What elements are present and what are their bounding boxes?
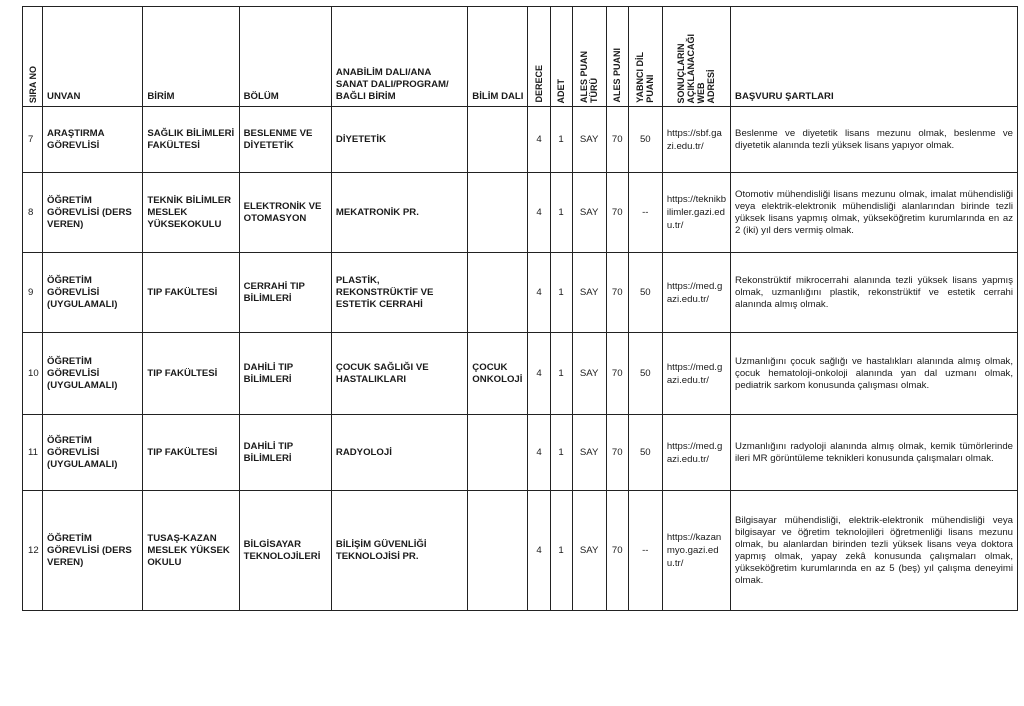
row-adet: 1: [550, 173, 572, 253]
row-web-adresi: https://med.gazi.edu.tr/: [662, 253, 730, 333]
row-bolum: ELEKTRONİK VE OTOMASYON: [239, 173, 331, 253]
row-ales-puani: 70: [606, 415, 628, 491]
row-bilim-dali: ÇOCUK ONKOLOJİ: [468, 333, 528, 415]
row-ales-puan-turu: SAY: [572, 253, 606, 333]
row-number: 12: [23, 491, 43, 611]
row-ales-puan-turu: SAY: [572, 333, 606, 415]
row-derece: 4: [528, 173, 550, 253]
row-bolum: BESLENME VE DİYETETİK: [239, 107, 331, 173]
row-basvuru-sartlari: Beslenme ve diyetetik lisans mezunu olmak, beslenme ve diyetetik alanında tezli yüksek lisans yapıyor olmak.: [731, 107, 1018, 173]
table-row: [23, 107, 1018, 173]
header-derece: DERECE: [528, 7, 550, 107]
row-adet: 1: [550, 333, 572, 415]
positions-table: [22, 6, 1018, 611]
row-unvan: ÖĞRETİM GÖREVLİSİ (UYGULAMALI): [43, 333, 143, 415]
row-basvuru-sartlari: Uzmanlığını radyoloji alanında almış olmak, kemik tümörlerinde ileri MR görüntüleme teknikleri konusunda çalışmaları olmak.: [731, 415, 1018, 491]
row-bolum: DAHİLİ TIP BİLİMLERİ: [239, 333, 331, 415]
table-row: [23, 491, 1018, 611]
row-derece: 4: [528, 253, 550, 333]
row-web-adresi: https://med.gazi.edu.tr/: [662, 333, 730, 415]
row-web-adresi: https://sbf.gazi.edu.tr/: [662, 107, 730, 173]
row-adet: 1: [550, 253, 572, 333]
header-web-adresi: SONUÇLARIN AÇIKLANACAĞI WEB ADRESİ: [662, 7, 730, 107]
row-ales-puan-turu: SAY: [572, 107, 606, 173]
row-unvan: ÖĞRETİM GÖREVLİSİ (DERS VEREN): [43, 491, 143, 611]
row-birim: TIP FAKÜLTESİ: [143, 415, 239, 491]
row-anabilim-dali: MEKATRONİK PR.: [331, 173, 467, 253]
row-ales-puani: 70: [606, 253, 628, 333]
row-web-adresi: https://kazanmyo.gazi.edu.tr/: [662, 491, 730, 611]
row-derece: 4: [528, 415, 550, 491]
row-bilim-dali: [468, 415, 528, 491]
header-adet: ADET: [550, 7, 572, 107]
row-anabilim-dali: BİLİŞİM GÜVENLİĞİ TEKNOLOJİSİ PR.: [331, 491, 467, 611]
row-number: 9: [23, 253, 43, 333]
row-adet: 1: [550, 107, 572, 173]
row-yabanci-dil: 50: [628, 107, 662, 173]
table-row: [23, 333, 1018, 415]
header-yabanci-dil: YABNCI DİL PUANI: [628, 7, 662, 107]
row-ales-puani: 70: [606, 333, 628, 415]
header-bilim-dali: BİLİM DALI: [468, 7, 528, 107]
table-row: [23, 415, 1018, 491]
row-yabanci-dil: 50: [628, 333, 662, 415]
row-birim: TEKNİK BİLİMLER MESLEK YÜKSEKOKULU: [143, 173, 239, 253]
row-derece: 4: [528, 491, 550, 611]
header-ales-puan-turu: ALES PUAN TÜRÜ: [572, 7, 606, 107]
row-ales-puan-turu: SAY: [572, 415, 606, 491]
row-bilim-dali: [468, 253, 528, 333]
row-bilim-dali: [468, 173, 528, 253]
table-row: [23, 173, 1018, 253]
row-unvan: ARAŞTIRMA GÖREVLİSİ: [43, 107, 143, 173]
row-number: 7: [23, 107, 43, 173]
row-number: 11: [23, 415, 43, 491]
header-sira-no: SIRA NO: [23, 7, 43, 107]
row-ales-puani: 70: [606, 491, 628, 611]
header-bolum: BÖLÜM: [239, 7, 331, 107]
row-unvan: ÖĞRETİM GÖREVLİSİ (UYGULAMALI): [43, 415, 143, 491]
document-page: [22, 6, 1018, 706]
row-birim: SAĞLIK BİLİMLERİ FAKÜLTESİ: [143, 107, 239, 173]
row-birim: TIP FAKÜLTESİ: [143, 333, 239, 415]
row-birim: TUSAŞ-KAZAN MESLEK YÜKSEK OKULU: [143, 491, 239, 611]
row-bilim-dali: [468, 107, 528, 173]
row-bolum: DAHİLİ TIP BİLİMLERİ: [239, 415, 331, 491]
header-row: [23, 7, 1018, 107]
row-yabanci-dil: 50: [628, 253, 662, 333]
row-basvuru-sartlari: Rekonstrüktif mikrocerrahi alanında tezli yüksek lisans yapmış olmak, uzmanlığını plastik, rekonstrüktif ve estetik cerrahi alanında almış olmak.: [731, 253, 1018, 333]
row-web-adresi: https://med.gazi.edu.tr/: [662, 415, 730, 491]
row-derece: 4: [528, 107, 550, 173]
row-bilim-dali: [468, 491, 528, 611]
header-unvan: UNVAN: [43, 7, 143, 107]
row-unvan: ÖĞRETİM GÖREVLİSİ (DERS VEREN): [43, 173, 143, 253]
row-ales-puani: 70: [606, 173, 628, 253]
row-bolum: BİLGİSAYAR TEKNOLOJİLERİ: [239, 491, 331, 611]
row-adet: 1: [550, 415, 572, 491]
row-anabilim-dali: ÇOCUK SAĞLIĞI VE HASTALIKLARI: [331, 333, 467, 415]
row-basvuru-sartlari: Bilgisayar mühendisliği, elektrik-elektronik mühendisliği veya bilgisayar ve öğretim teknolojileri öğretmenliği lisans mezunu olmak, bu alanlardan birinden tezli yüksek lisans veya doktora yapmış olmak, yapay zekâ konusunda çalışmaları olmak, yükseköğretim kurumlarında en az 5 (beş) yıl çalışma deneyimi olmak.: [731, 491, 1018, 611]
row-yabanci-dil: --: [628, 173, 662, 253]
row-number: 8: [23, 173, 43, 253]
row-basvuru-sartlari: Uzmanlığını çocuk sağlığı ve hastalıkları alanında almış olmak, çocuk hematoloji-onkoloji alanında yan dal uzmanı olmak, pediatrik sarkom konusunda çalışması olmak.: [731, 333, 1018, 415]
header-basvuru-sartlari: BAŞVURU ŞARTLARI: [731, 7, 1018, 107]
row-yabanci-dil: --: [628, 491, 662, 611]
table-row: [23, 253, 1018, 333]
row-yabanci-dil: 50: [628, 415, 662, 491]
header-anabilim-dali: ANABİLİM DALI/ANA SANAT DALI/PROGRAM/ BAĞLI BİRİM: [331, 7, 467, 107]
row-birim: TIP FAKÜLTESİ: [143, 253, 239, 333]
row-derece: 4: [528, 333, 550, 415]
row-anabilim-dali: RADYOLOJİ: [331, 415, 467, 491]
row-ales-puani: 70: [606, 107, 628, 173]
header-ales-puani: ALES PUANI: [606, 7, 628, 107]
row-unvan: ÖĞRETİM GÖREVLİSİ (UYGULAMALI): [43, 253, 143, 333]
row-bolum: CERRAHİ TIP BİLİMLERİ: [239, 253, 331, 333]
row-ales-puan-turu: SAY: [572, 491, 606, 611]
row-anabilim-dali: PLASTİK, REKONSTRÜKTİF VE ESTETİK CERRAHİ: [331, 253, 467, 333]
row-ales-puan-turu: SAY: [572, 173, 606, 253]
row-basvuru-sartlari: Otomotiv mühendisliği lisans mezunu olmak, imalat mühendisliği veya elektrik-elektronik mühendisliği alanlarından birinde tezli yüksek lisans yapmış olmak, yükseköğretim kurumlarında en az 2 (iki) yıl ders vermiş olmak.: [731, 173, 1018, 253]
row-adet: 1: [550, 491, 572, 611]
row-web-adresi: https://teknikbilimler.gazi.edu.tr/: [662, 173, 730, 253]
row-anabilim-dali: DİYETETİK: [331, 107, 467, 173]
header-birim: BİRİM: [143, 7, 239, 107]
row-number: 10: [23, 333, 43, 415]
